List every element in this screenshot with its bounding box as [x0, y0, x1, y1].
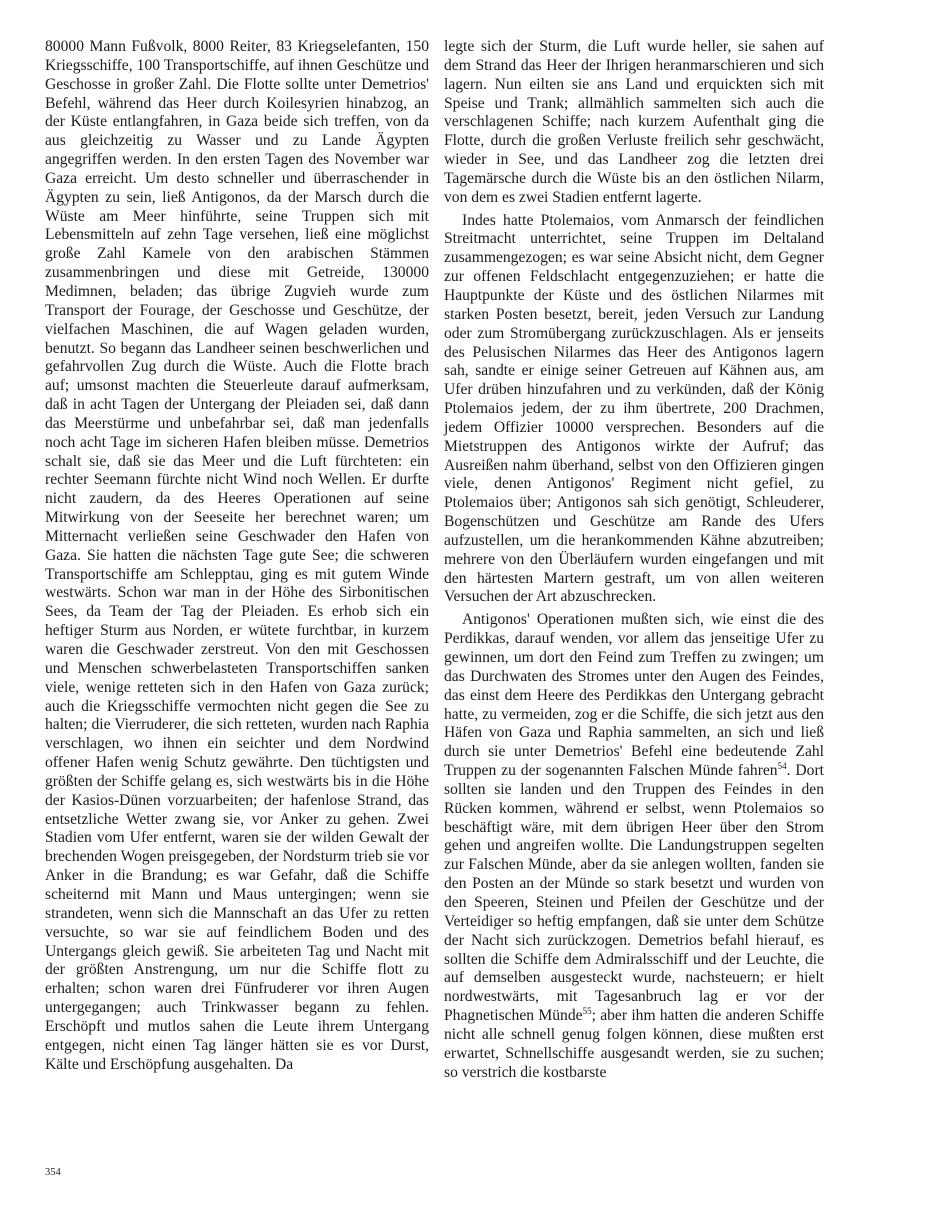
paragraph-text: . Dort sollten sie landen und den Truppen des Feindes in den Rücken kommen, während er selbst, wenn Ptolemaios so beschäftigt wäre, mit dem übrigen Heer über den Strom gehen und angreifen wollte. Die Landungstruppen segelten zur Falschen Münde, aber da sie anlegen wollten, fanden sie den Posten an der Münde so stark besetzt und wurden von den Speeren, Steinen und Pfeilen der Geschütze und der Verteidiger so heftig empfangen, daß sie unter dem Schütze der Nacht sich zurückzogen. Demetrios befahl hierauf, es sollten die Schiffe dem Admiralsschiff und der Leuchte, die auf demselben ausgesteckt wurde, nachsteuern; er hielt nordwestwärts, mit Tagesanbruch lag er vor der Phagnetischen Münde — [444, 762, 824, 1025]
right-paragraph-3 — [444, 611, 824, 1082]
page-number: 354 — [45, 1167, 61, 1178]
paragraph-text: Antigonos' Operationen mußten sich, wie einst die des Perdikkas, darauf wenden, vor allem das jenseitige Ufer zu gewinnen, um dort den Feind zum Treffen zu zwingen; um das Durchwaten des Stromes unter den Augen des Feindes, das einst dem Heere des Perdikkas den Untergang gebracht hatte, zu vermeiden, zog er die Schiffe, die sich jetzt aus den Häfen von Gaza und Raphia sammelten, an sich und ließ durch sie unter Demetrios' Befehl eine bedeutende Zahl Truppen zu der sogenannten Falschen Münde fahren — [444, 611, 824, 780]
right-column — [444, 38, 824, 1082]
footnote-ref-55[interactable]: 55 — [582, 1006, 592, 1017]
left-column — [45, 38, 429, 1074]
paragraph-text: ; aber ihm hatten die anderen Schiffe nicht alle schnell genug folgen können, diese mußten erst erwartet, Schnellschiffe ausgesandt werden, sie zu suchen; so verstrich die kostbarste — [444, 1007, 825, 1081]
right-paragraph-2: Indes hatte Ptolemaios, vom Anmarsch der feindlichen Streitmacht unterrichtet, seine Truppen im Deltaland zusammengezogen; es war seine Absicht nicht, dem Gegner zur offenen Feldschlacht entgegenzuziehen; er hatte die Hauptpunkte der Küste und des östlichen Nilarmes mit starken Posten besetzt, bereit, jeden Versuch zur Landung oder zum Stromübergang zurückzuschlagen. Als er jenseits des Pelusischen Nilarmes das Heer des Antigonos lagern sah, sandte er einige seiner Getreuen auf Kähnen aus, am Ufer drüben hinzufahren und zu verkünden, daß der König Ptolemaios jedem, der zu ihm übertrete, 200 Drachmen, jedem Offizier 10000 versprechen. Besonders auf die Mietstruppen des Antigonos wirkte der Aufruf; das Ausreißen nahm überhand, selbst von den Offizieren gingen viele, denen Antigonos' Regiment nicht gefiel, zu Ptolemaios über; Antigonos sah sich genötigt, Schleuderer, Bogenschützen und Geschütze am Rande des Ufers aufzustellen, um die herankommenden Kähne abzutreiben; mehrere von den Überläufern wurden eingefangen und mit den härtesten Martern gestraft, um von allen weiteren Versuchen der Art abzuschrecken. — [444, 211, 824, 606]
footnote-ref-54[interactable]: 54 — [777, 761, 787, 772]
left-paragraph-1: 80000 Mann Fußvolk, 8000 Reiter, 83 Kriegselefanten, 150 Kriegsschiffe, 100 Transportschiffe, auf ihnen Geschütze und Geschosse in großer Zahl. Die Flotte sollte unter Demetrios' Befehl, während das Heer durch Koilesyrien hinabzog, an der Küste entlangfahren, in Gaza beide sich treffen, von da aus gleichzeitig zu Wasser und zu Lande Ägypten angegriffen werden. In den ersten Tagen des November war Gaza erreicht. Um desto schneller und überraschender in Ägypten zu sein, ließ Antigonos, da der Marsch durch die Wüste am Meer hinführte, seine Truppen sich mit Lebensmitteln auf zehn Tage versehen, ließ eine möglichst große Zahl Kamele von den arabischen Stämmen zusammenbringen und diese mit Getreide, 130000 Medimnen, beladen; das übrige Zugvieh wurde zum Transport der Fourage, der Geschosse und Geschütze, der vielfachen Maschinen, die auf Wagen geladen wurden, benutzt. So begann das Landheer seinen beschwerlichen und gefahrvollen Zug durch die Wüste. Auch die Flotte brach auf; umsonst machten die Steuerleute darauf aufmerksam, daß in acht Tagen der Untergang der Pleiaden sei, daß dann das Meerstürme und unbefahrbar sei, daß man jedenfalls noch acht Tage im sicheren Hafen bleiben müsse. Demetrios schalt sie, daß sie das Meer und die Luft fürchteten: ein rechter Seemann fürchte nicht Wind noch Wellen. Er durfte nicht zaudern, da des Heeres Operationen auf seine Mitwirkung von der Seeseite her berechnet waren; um Mitternacht verließen seine Geschwader den Hafen von Gaza. Sie hatten die nächsten Tage gute See; die schweren Transportschiffe am Schlepptau, ging es mit gutem Winde westwärts. Schon war man in der Höhe des Sirbonitischen Sees, da Team der Tag der Pleiaden. Es erhob sich ein heftiger Sturm aus Norden, er wütete furchtbar, in kurzem waren die Geschwader zerstreut. Von den mit Geschossen und Menschen schwerbelasteten Transportschiffen sanken viele, wenige retteten sich in den Hafen von Gaza zurück; auch die Kriegsschiffe vermochten nicht gegen die See zu halten; die Vierruderer, die sich retteten, wurden nach Raphia verschlagen, wo ihnen ein seichter und dem Nordwind offener Hafen wenig Schutz gewährte. Den tüchtigsten und größten der Schiffe gelang es, sich westwärts bis in die Höhe der Kasios-Dünen vorzuarbeiten; der hafenlose Strand, das entsetzliche Wetter zwang sie, vor Anker zu gehen. Zwei Stadien vom Ufer entfernt, waren sie der wilden Gewalt der brechenden Wogen preisgegeben, der Nordsturm trieb sie vor Anker in die Brandung; es war Gefahr, daß die Schiffe scheiternd mit Mann und Maus untergingen; wenn sie strandeten, wenn sich die Mannschaft an das Ufer zu retten versuchte, so war sie auf feindlichem Boden und des Untergangs gleich gewiß. Sie arbeiteten Tag und Nacht mit der größten Anstrengung, um nur die Schiffe flott zu erhalten; schon waren drei Fünfruderer vor ihren Augen untergegangen; auch Trinkwasser begann zu fehlen. Erschöpft und mutlos sahen die Leute ihrem Untergang entgegen, nicht einen Tag länger hätten sie es vor Durst, Kälte und Erschöpfung ausgehalten. Da — [45, 38, 429, 1073]
right-paragraph-1: legte sich der Sturm, die Luft wurde heller, sie sahen auf dem Strand das Heer der Ihrigen heranmarschieren und sich lagern. Nun eilten sie ans Land und erquickten sich mit Speise und Trank; allmählich sammelten sich auch die verschlagenen Schiffe; nach kurzem Aufenthalt ging die Flotte, durch die großen Verluste freilich sehr geschwächt, wieder in See, und das Landheer zog die letzten drei Tagemärsche durch die Wüste bis an den östlichen Nilarm, von dem es zwei Stadien entfernt lagerte. — [444, 38, 824, 206]
